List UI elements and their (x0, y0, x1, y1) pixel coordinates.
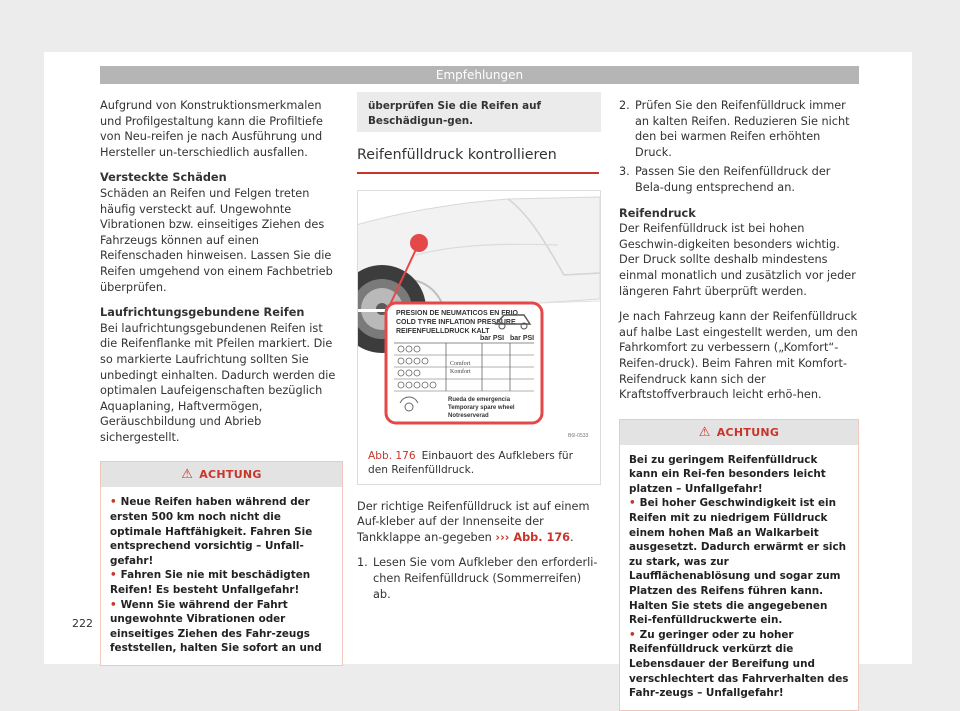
bullet-icon: • (110, 598, 117, 611)
figure-caption (358, 443, 600, 484)
sticker-text-es: PRESION DE NEUMATICOS EN FRIO (396, 309, 518, 317)
subheading-hidden-damage: Versteckte Schäden (100, 171, 227, 185)
step-1: 1. Lesen Sie vom Aufkleber den erforderli-chen Reifenfülldruck (Sommerreifen) ab. (357, 556, 598, 601)
sticker-unit-front: bar PSI (480, 334, 505, 342)
sticker-spare-de: Notreserverad (448, 412, 489, 419)
paragraph-comfort-pressure: Je nach Fahrzeug kann der Reifenfülldruck auf halbe Last eingestellt werden, um den Fahrkomfort zu verbessern („Komfort“-Reifen-druck). Beim Fahren mit Komfort-Reifendruck kann sich der Kraftstoffverbrauch leicht erhö-hen. (619, 310, 858, 402)
warning-body (620, 445, 858, 710)
warning-title: ACHTUNG (199, 468, 262, 482)
step-2: 2. Prüfen Sie den Reifenfülldruck immer an kalten Reifen. Reduzieren Sie nicht den bei warmen Reifen erhöhten Druck. (619, 99, 850, 159)
section-title: Reifenfülldruck kontrollieren (357, 147, 557, 163)
figure-code: B6I-0533 (568, 432, 589, 439)
sticker-spare-en: Temporary spare wheel (448, 404, 515, 411)
step-3: 3. Passen Sie den Reifenfülldruck der Bela-dung entsprechend an. (619, 165, 831, 194)
subheading-directional-tyres: Laufrichtungsgebundene Reifen (100, 306, 305, 320)
figure-caption-text: Einbauort des Aufklebers für den Reifenfülldruck. (368, 449, 573, 476)
section-divider (357, 172, 599, 174)
warning-item: • Zu geringer oder zu hoher Reifenfülldruck verkürzt die Lebensdauer der Bereifung und verschlechtert das Fahrverhalten des Fahr-zeugs – Unfallgefahr! (629, 628, 849, 700)
paragraph-directional-tyres: Bei laufrichtungsgebundenen Reifen ist die Reifenflanke mit Pfeilen markiert. Die so markierte Laufrichtung sollten Sie unbedingt einhalten. Dadurch werden die optimalen Laufeigenschaften bezüglich Aquaplaning, Haftvermögen, Geräuschbildung und Abrieb sichergestellt. (100, 321, 336, 444)
warning-triangle-icon: ⚠ (181, 467, 194, 483)
paragraph-tyre-pressure: Der Reifenfülldruck ist bei hohen Geschwin-digkeiten besonders wichtig. Der Druck sollte deshalb mindestens einmal monatlich und zusätzlich vor jeder längeren Fahrt überprüft werden. (619, 222, 856, 298)
subheading-tyre-pressure: Reifendruck (619, 206, 696, 220)
warning-item: • Bei hoher Geschwindigkeit ist ein Reifen mit zu niedrigem Fülldruck einem hohen Maß an Walkarbeit ausgesetzt. Dadurch erwärmt er sich zu stark, was zur Laufflächenablösung und sogar zum Platzen des Reifens führen kann. Halten Sie stets die angegebenen Rei-fenfülldruckwerte ein. (629, 497, 847, 627)
warning-header (101, 462, 342, 487)
paragraph-sticker-location: Der richtige Reifenfülldruck ist auf einem Auf-kleber auf der Innenseite der Tankklappe an-gegeben ››› Abb. 176. (357, 499, 590, 544)
bullet-icon: • (629, 628, 636, 641)
warning-item: • Wenn Sie während der Fahrt ungewohnte Vibrationen oder einseitiges Ziehen des Fahr-zeugs feststellen, halten Sie sofort an und (110, 598, 322, 655)
column-middle (357, 92, 601, 602)
sticker-komfort: Komfort (450, 368, 471, 375)
bullet-icon: • (110, 496, 117, 509)
sticker-comfort: Comfort (450, 360, 471, 367)
page-number: 222 (72, 617, 93, 630)
warning-body (101, 487, 342, 665)
paragraph-profile: Aufgrund von Konstruktionsmerkmalen und Profilgestaltung kann die Profiltiefe von Neu-reifen je nach Ausführung und Hersteller un-terschiedlich ausfallen. (100, 99, 323, 159)
figure-176 (357, 190, 601, 485)
column-left (100, 98, 343, 666)
page-header: Empfehlungen (100, 66, 859, 84)
bullet-icon: • (110, 569, 117, 582)
sticker-text-en: COLD TYRE INFLATION PRESSURE (396, 318, 516, 326)
warning-box-right (619, 419, 859, 711)
sticker-text-de: REIFENFUELLDRUCK KALT (396, 327, 490, 335)
warning-header (620, 420, 858, 445)
sticker-unit-rear: bar PSI (510, 334, 535, 342)
bullet-icon: • (629, 497, 636, 510)
warning-triangle-icon: ⚠ (698, 424, 711, 440)
figure-label: Abb. 176 (368, 449, 416, 462)
column-right (619, 98, 859, 711)
tyre-pressure-sticker-illustration (358, 191, 600, 443)
warning-item: • Fahren Sie nie mit beschädigten Reifen! Es besteht Unfallgefahr! (110, 569, 311, 597)
figure-reference-link[interactable]: ››› Abb. 176 (495, 530, 571, 544)
warning-item: • Neue Reifen haben während der ersten 500 km noch nicht die optimale Haftfähigkeit. Fahren Sie entsprechend vorsichtig – Unfall-gefahr! (110, 496, 313, 567)
warning-intro: Bei zu geringem Reifenfülldruck kann ein Rei-fen besonders leicht platzen – Unfallgefahr! (629, 453, 826, 495)
warning-box-left (100, 461, 343, 666)
paragraph-hidden-damage: Schäden an Reifen und Felgen treten häufig versteckt auf. Ungewohnte Vibrationen bzw. einseitiges Ziehen des Fahrzeugs können auf einen Reifenschaden hinweisen. Lassen Sie die Reifen umgehend von einem Fachbetrieb überprüfen. (100, 186, 333, 294)
warning-continuation-box: überprüfen Sie die Reifen auf Beschädigun-gen. (357, 92, 601, 132)
sticker-spare-es: Rueda de emergencia (448, 396, 511, 403)
warning-title: ACHTUNG (716, 425, 780, 439)
